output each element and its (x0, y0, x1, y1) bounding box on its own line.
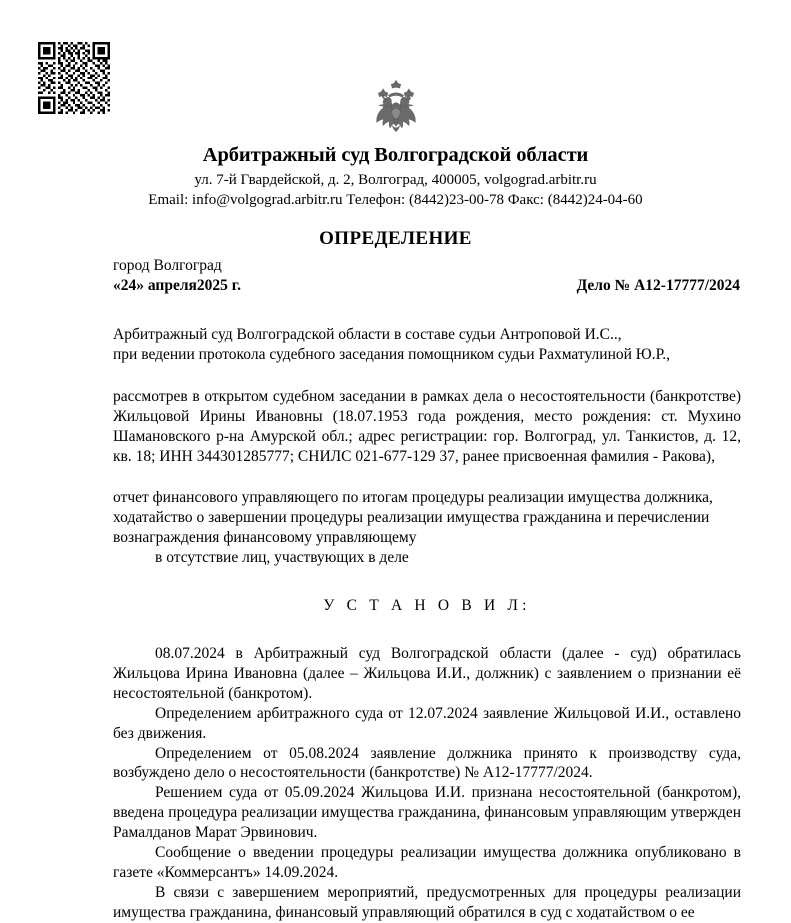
spacer (113, 365, 741, 387)
matter-paragraph: отчет финансового управляющего по итогам процедуры реализации имущества должника, ходатайство о завершении процедуры реализации имущества гражданина и перечислении вознаграждения финансовому управляющему (113, 489, 713, 547)
spacer (113, 466, 741, 488)
established-paragraph-1: 08.07.2024 в Арбитражный суд Волгоградской области (далее - суд) обратилась Жильцова Ирина Ивановна (далее – Жильцова И.И., должник) с заявлением о признании её несостоятельной (банкротом). (113, 644, 741, 702)
document-title: ОПРЕДЕЛЕНИЕ (319, 228, 472, 249)
court-contacts: Email: info@volgograd.arbitr.ru Телефон: (8442)23-00-78 Факс: (8442)24-04-60 (148, 192, 643, 209)
established-paragraph-3: Определением от 05.08.2024 заявление должника принято к производству суда, возбуждено дело о несостоятельности (банкротстве) № А12-17777/2024. (113, 744, 741, 782)
established-paragraph-5: Сообщение о введении процедуры реализации имущества должника опубликовано в газете «Коммерсантъ» 14.09.2024. (113, 844, 741, 881)
subject-paragraph: рассмотрев в открытом судебном заседании в рамках дела о несостоятельности (банкротстве) Жильцовой Ирины Ивановны (18.07.1953 года рождения, место рождения: ст. Мухино Шамановского р-на Амурской обл.; адрес регистрации: гор. Волгоград, ул. Танкистов, д. 12, кв. 18; ИНН 344301285777; СНИЛС 021-677-129 37, ранее присвоенная фамилия - Ракова), (113, 387, 741, 465)
ruling-date: «24» апреля2025 г. (113, 277, 241, 295)
established-paragraph-4: Решением суда от 05.09.2024 Жильцова И.И. признана несостоятельной (банкротом), введена процедура реализации имущества гражданина, финансовым управляющим утвержден Рамалданов Марат Эрвинович. (113, 784, 741, 842)
case-number: Дело № А12-17777/2024 (576, 277, 740, 295)
established-heading: У С Т А Н О В И Л: (323, 597, 531, 615)
court-name: Арбитражный суд Волгоградской области (202, 144, 589, 166)
attendance-paragraph: в отсутствие лиц, участвующих в деле (155, 549, 409, 567)
established-paragraph-2: Определением арбитражного суда от 12.07.2024 заявление Жильцовой И.И., оставлено без движения. (113, 704, 741, 742)
document-body (113, 325, 741, 923)
date-case-row (113, 276, 740, 296)
spacer (113, 568, 741, 596)
document-meta (113, 256, 740, 297)
city-label: город Волгоград (113, 257, 222, 274)
spacer (113, 616, 741, 644)
coat-of-arms-svg (369, 78, 423, 138)
established-paragraph-6: В связи с завершением мероприятий, предусмотренных для процедуры реализации имущества гражданина, финансовый управляющий обратился в суд с ходатайством о ее (113, 883, 741, 921)
court-address: ул. 7-й Гвардейской, д. 2, Волгоград, 400005, volgograd.arbitr.ru (194, 171, 597, 188)
composition-line-2: при ведении протокола судебного заседания помощником судьи Рахматулиной Ю.Р., (113, 345, 671, 363)
court-header (0, 144, 791, 211)
russian-coat-of-arms-icon (0, 78, 791, 140)
composition-line-1: Арбитражный суд Волгоградской области в составе судьи Антроповой И.С.., (113, 326, 622, 343)
